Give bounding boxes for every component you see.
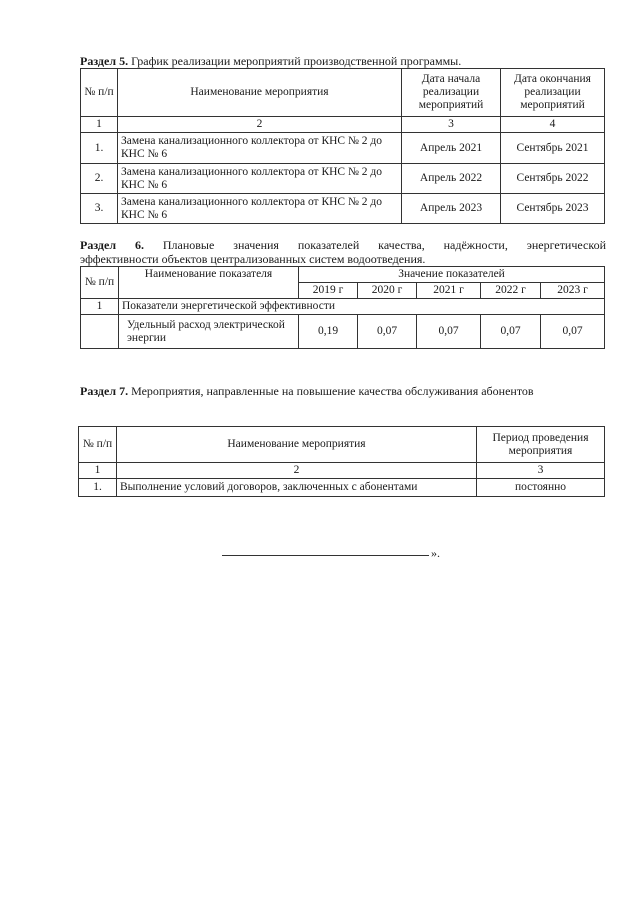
- section7-table: [78, 426, 605, 497]
- table-header-row: [79, 427, 605, 463]
- column-number: 1: [81, 117, 118, 133]
- header-cell: Дата начала реализации мероприятий: [402, 69, 501, 117]
- end-date: Сентябрь 2023: [501, 194, 605, 224]
- section6-label: Раздел 6.: [80, 238, 144, 252]
- measure-name: Замена канализационного коллектора от КНС № 2 до КНС № 6: [118, 164, 402, 194]
- measure-name: Замена канализационного коллектора от КНС № 2 до КНС № 6: [118, 194, 402, 224]
- header-cell: № п/п: [79, 427, 117, 463]
- row-number: 3.: [81, 194, 118, 224]
- section5-table: [80, 68, 605, 224]
- column-number: 3: [477, 463, 605, 479]
- year-header: 2021 г: [417, 283, 481, 299]
- header-cell: Наименование мероприятия: [118, 69, 402, 117]
- period: постоянно: [477, 479, 605, 497]
- year-header: 2020 г: [358, 283, 417, 299]
- header-cell: Наименование мероприятия: [117, 427, 477, 463]
- column-number: 1: [79, 463, 117, 479]
- indicator-name: Удельный расход электрической энергии: [119, 315, 299, 349]
- table-row: [81, 164, 605, 194]
- row-number: 1.: [79, 479, 117, 497]
- section6-title-line1: Плановые значения показателей качества, надёжности, энергетической: [162, 238, 606, 252]
- start-date: Апрель 2021: [402, 133, 501, 164]
- group-number: 1: [81, 299, 119, 315]
- section7-label: Раздел 7.: [80, 384, 129, 398]
- column-number: 3: [402, 117, 501, 133]
- header-name: Наименование показателя: [119, 267, 299, 299]
- section6-title-line2: эффективности объектов централизованных систем водоотведения.: [80, 252, 426, 266]
- section7-title: Мероприятия, направленные на повышение качества обслуживания абонентов: [131, 384, 534, 398]
- column-number: 4: [501, 117, 605, 133]
- table-row: [81, 194, 605, 224]
- indicator-value: 0,07: [541, 315, 605, 349]
- table-number-row: [79, 463, 605, 479]
- end-date: Сентябрь 2022: [501, 164, 605, 194]
- end-date: Сентябрь 2021: [501, 133, 605, 164]
- section7-heading: [80, 384, 606, 398]
- indicator-value: 0,07: [358, 315, 417, 349]
- column-number: 2: [117, 463, 477, 479]
- section6-heading: [80, 238, 606, 266]
- header-cell: Дата окончания реализации мероприятий: [501, 69, 605, 117]
- year-header: 2022 г: [481, 283, 541, 299]
- indicator-value: 0,19: [299, 315, 358, 349]
- measure-name: Замена канализационного коллектора от КНС № 2 до КНС № 6: [118, 133, 402, 164]
- section5-title: График реализации мероприятий производственной программы.: [131, 54, 462, 68]
- table-group-row: [81, 299, 605, 315]
- section6-table: [80, 266, 605, 349]
- indicator-value: 0,07: [481, 315, 541, 349]
- start-date: Апрель 2022: [402, 164, 501, 194]
- header-num: № п/п: [81, 267, 119, 299]
- section5-label: Раздел 5.: [80, 54, 129, 68]
- table-row: [81, 315, 605, 349]
- row-number: 2.: [81, 164, 118, 194]
- measure-name: Выполнение условий договоров, заключенных с абонентами: [117, 479, 477, 497]
- section5-heading: [80, 54, 580, 68]
- header-value: Значение показателей: [299, 267, 605, 283]
- header-cell: № п/п: [81, 69, 118, 117]
- year-header: 2019 г: [299, 283, 358, 299]
- year-header: 2023 г: [541, 283, 605, 299]
- row-number: 1.: [81, 133, 118, 164]
- table-row: [81, 133, 605, 164]
- signature-line: [222, 554, 429, 556]
- group-name: Показатели энергетической эффективности: [119, 299, 605, 315]
- start-date: Апрель 2023: [402, 194, 501, 224]
- header-cell: Период проведения мероприятия: [477, 427, 605, 463]
- indicator-value: 0,07: [417, 315, 481, 349]
- table-row: [79, 479, 605, 497]
- column-number: 2: [118, 117, 402, 133]
- table-number-row: [81, 117, 605, 133]
- closing-quote: ».: [431, 546, 440, 560]
- table-header-row: [81, 69, 605, 117]
